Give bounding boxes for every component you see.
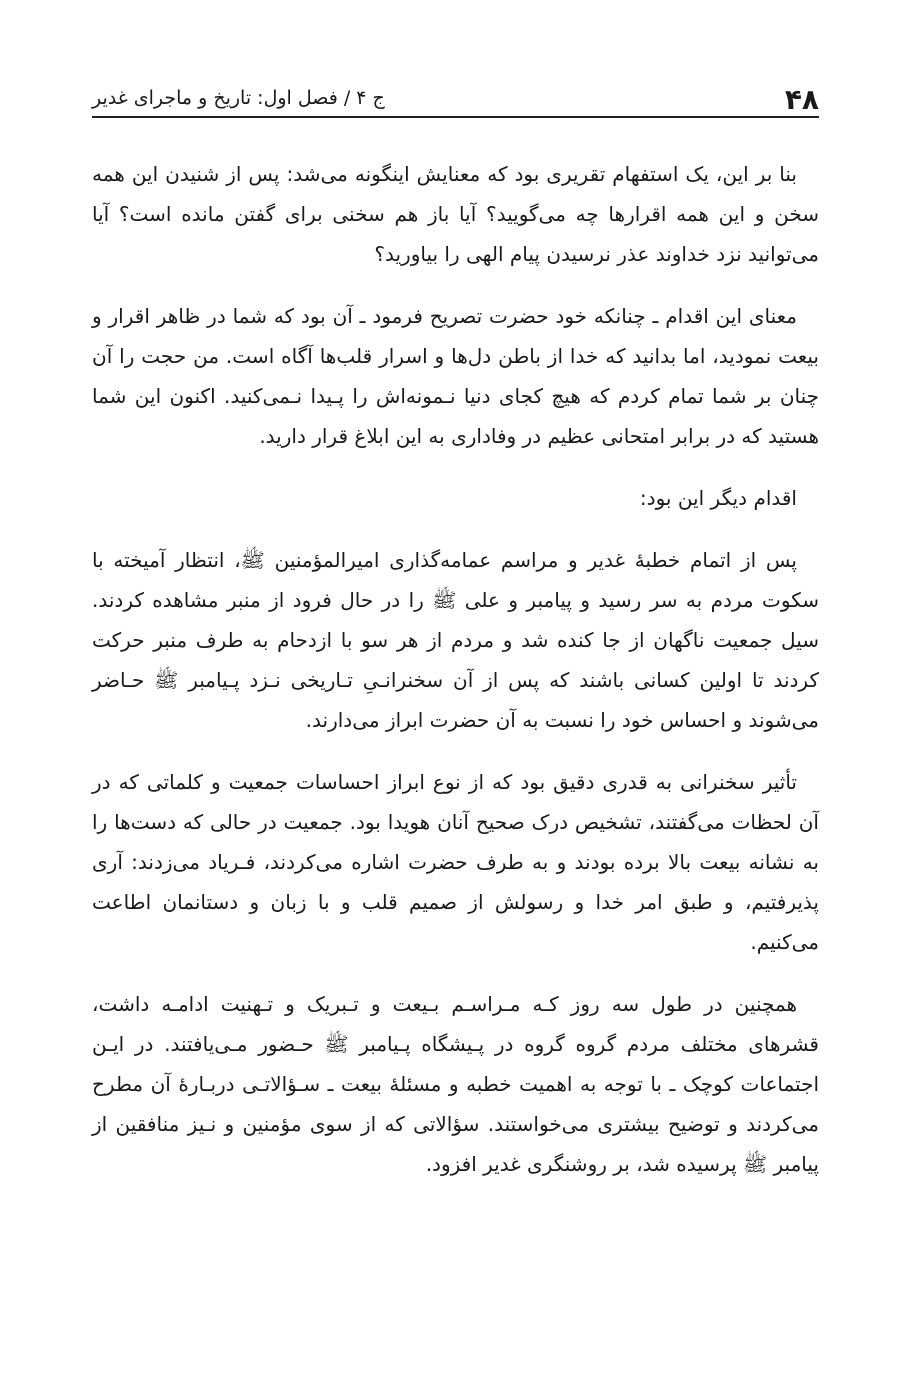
paragraph: بنا بر این، یک استفهام تقریری بود که معنایش اینگونه می‌شد: پس از شنیدن این همه سخن و این همه اقرارها چه می‌گویید؟ آیا باز هم سخنی برای گفتن مانده است؟ آیا می‌توانید نزد خداوند عذر نرسیدن پیام الهی را بیاورید؟ [92, 162, 819, 266]
paragraph: همچنین در طول سه روز کـه مـراسـم بـیعت و تـبریک و تـهنیت ادامـه داشت، قشرهای مختلف مردم گروه گروه در پـیشگاه پـیامبر ﷺ حـضور مـی‌یافتند. در ایـن اجتماعات کوچک ـ با توجه به اهمیت خطبه و مسئلهٔ بیعت ـ سـؤالاتـی دربـارهٔ آن مطرح می‌کردند و توضیح بیشتری می‌خواستند. سؤالاتی که از سوی مؤمنین و نـیز منافقین از پیامبر ﷺ پرسیده شد، بر روشنگری غدیر افزود. [92, 992, 819, 1176]
running-title: ج ۴ / فصل اول: تاریخ و ماجرای غدیر [92, 87, 385, 110]
paragraph: پس از اتمام خطبهٔ غدیر و مراسم عمامه‌گذاری امیرالمؤمنین ﷺ، انتظار آمیخته با سکوت مردم به سر رسید و پیامبر و علی ﷺ را در حال فرود از منبر مشاهده کردند. سیل جمعیت ناگهان از جا کنده شد و مردم از هر سو با ازدحام به طرف منبر حرکت کردند تا اولین کسانی باشند که پس از آن سخنرانـیِ تـاریخی نـزد پـیامبر ﷺ حـاضر می‌شوند و احساس خود را نسبت به آن حضرت ابراز می‌دارند. [92, 548, 819, 732]
paragraph: معنای این اقدام ـ چنانکه خود حضرت تصریح فرمود ـ آن بود که شما در ظاهر اقرار و بیعت نمودید، اما بدانید که خدا از باطن دل‌ها و اسرار قلب‌ها آگاه است. من حجت را آن چنان بر شما تمام کردم که هیچ کجای دنیا نـمونه‌اش را پـیدا نـمی‌کنید. اکنون این شما هستید که در برابر امتحانی عظیم در وفاداری به این ابلاغ قرار دارید. [92, 304, 819, 448]
body-text [92, 154, 819, 1184]
paragraph: اقدام دیگر این بود: [639, 486, 797, 510]
page-number: ۴۸ [784, 83, 819, 116]
running-header [92, 62, 819, 118]
book-page [92, 62, 819, 1206]
paragraph: تأثیر سخنرانی به قدری دقیق بود که از نوع ابراز احساسات جمعیت و کلماتی که در آن لحظات می‌گفتند، تشخیص درک صحیح آنان هویدا بود. جمعیت در حالی که دست‌ها را به نشانه بیعت بالا برده بودند و به طرف حضرت اشاره می‌کردند، فـریاد می‌زدند: آری پذیرفتیم، و طبق امر خدا و رسولش از صمیم قلب و با زبان و دستانمان اطاعت می‌کنیم. [92, 770, 819, 954]
